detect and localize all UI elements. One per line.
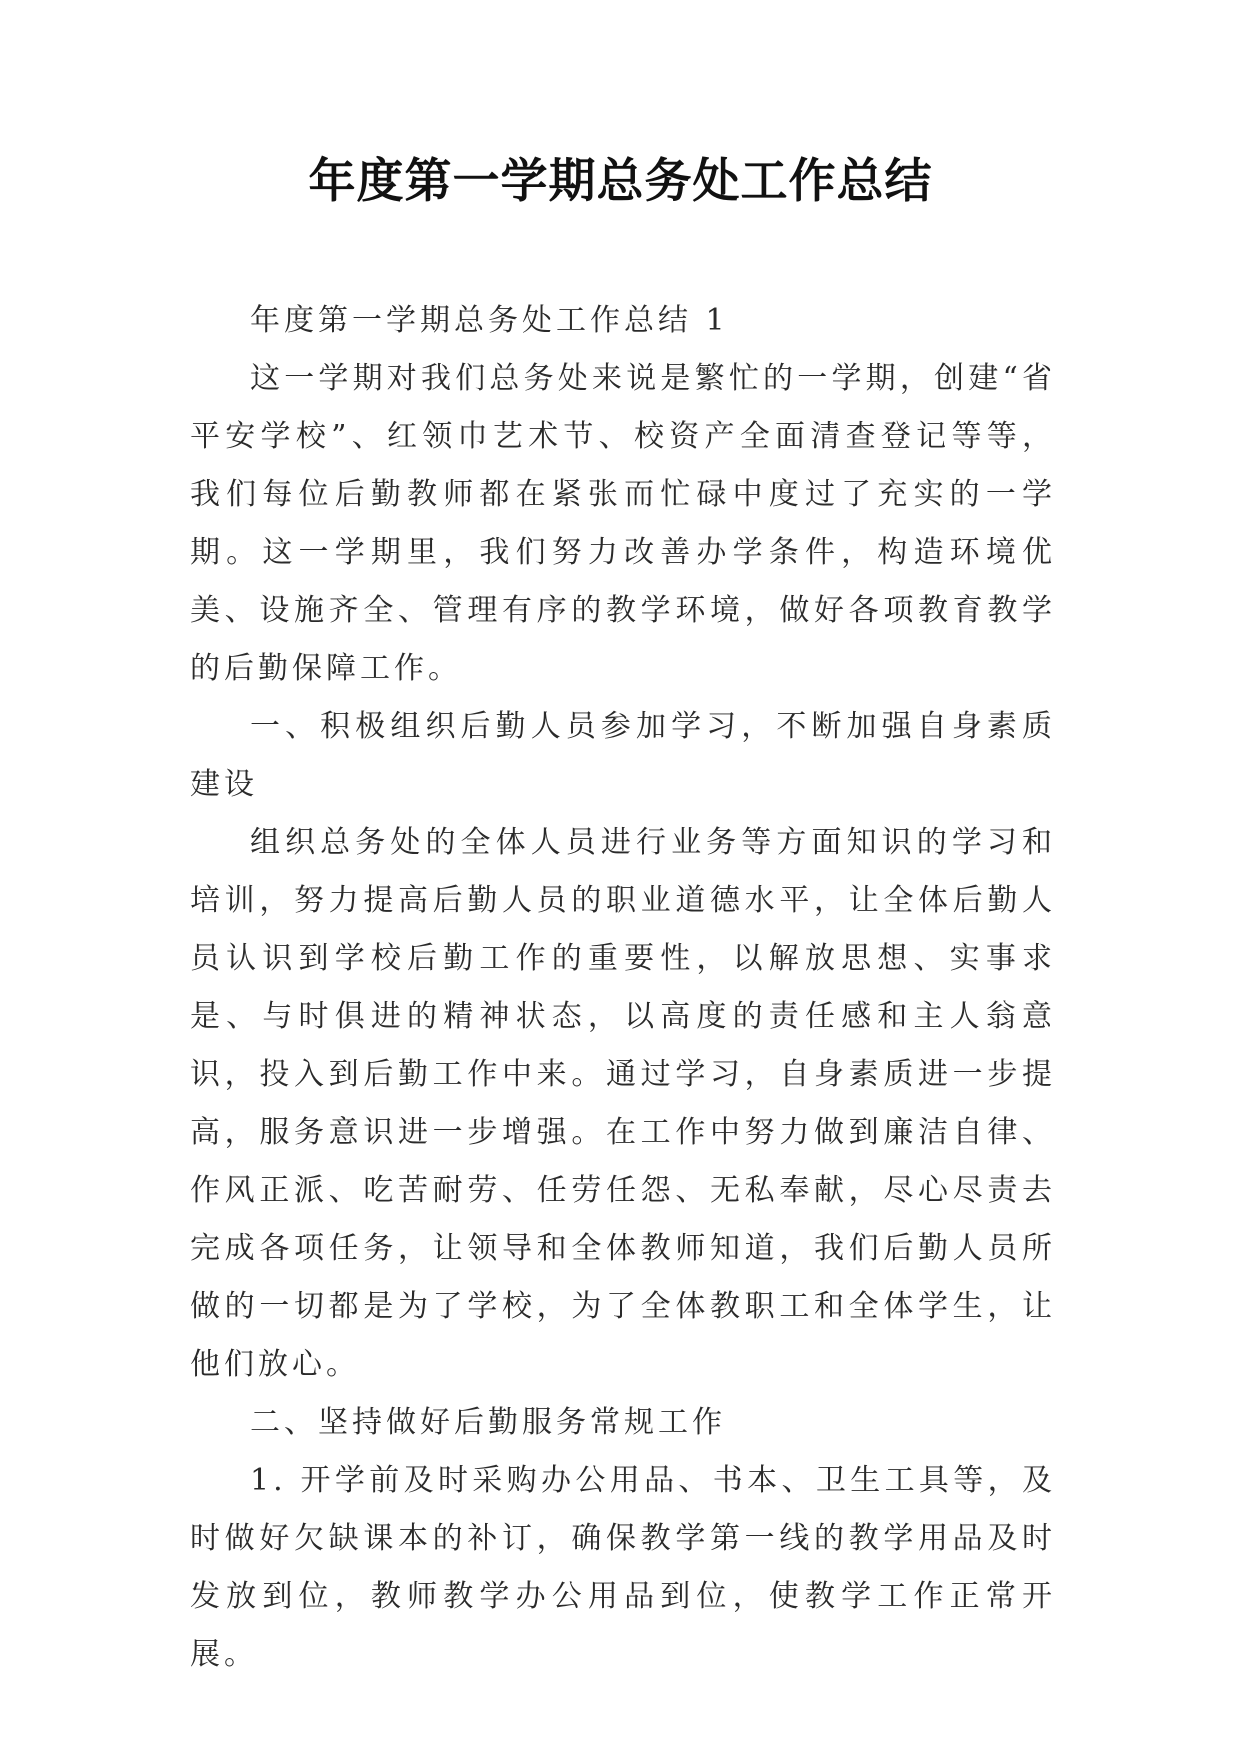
document-body <box>190 292 1056 1684</box>
subtitle-paragraph: 年度第一学期总务处工作总结 1 <box>250 303 729 338</box>
section-heading-1: 一、积极组织后勤人员参加学习，不断加强自身素质建设 <box>190 709 1056 802</box>
section-2-item-1: 1. 开学前及时采购办公用品、书本、卫生工具等，及时做好欠缺课本的补订，确保教学第一线的教学用品及时发放到位，教师教学办公用品到位，使教学工作正常开展。 <box>190 1463 1056 1672</box>
document-title: 年度第一学期总务处工作总结 <box>308 154 933 209</box>
section-1-paragraph: 组织总务处的全体人员进行业务等方面知识的学习和培训，努力提高后勤人员的职业道德水平，让全体后勤人员认识到学校后勤工作的重要性，以解放思想、实事求是、与时俱进的精神状态，以高度的责任感和主人翁意识，投入到后勤工作中来。通过学习，自身素质进一步提高，服务意识进一步增强。在工作中努力做到廉洁自律、作风正派、吃苦耐劳、任劳任怨、无私奉献，尽心尽责去完成各项任务，让领导和全体教师知道，我们后勤人员所做的一切都是为了学校，为了全体教职工和全体学生，让他们放心。 <box>190 825 1056 1382</box>
intro-paragraph: 这一学期对我们总务处来说是繁忙的一学期，创建“省平安学校”、红领巾艺术节、校资产全面清查登记等等，我们每位后勤教师都在紧张而忙碌中度过了充实的一学期。这一学期里，我们努力改善办学条件，构造环境优美、设施齐全、管理有序的教学环境，做好各项教育教学的后勤保障工作。 <box>190 361 1056 686</box>
section-heading-2: 二、坚持做好后勤服务常规工作 <box>250 1405 726 1440</box>
